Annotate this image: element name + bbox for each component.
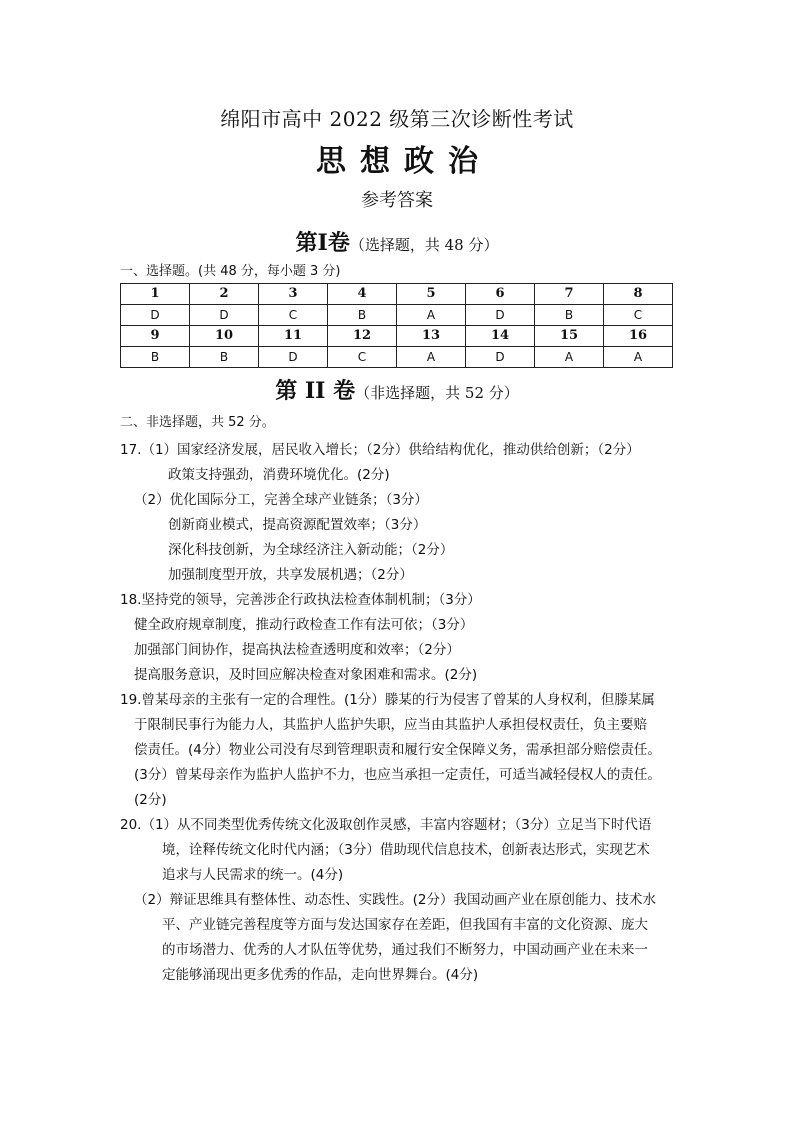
answer-letter: D: [121, 305, 190, 326]
answer-letter: A: [535, 347, 604, 368]
question-number: 2: [190, 284, 259, 305]
question-number: 10: [190, 326, 259, 347]
table-row-answers-2: [121, 347, 673, 368]
question-number: 8: [604, 284, 673, 305]
question-number: 14: [466, 326, 535, 347]
answer-letter: B: [121, 347, 190, 368]
section-2-heading: 二、非选择题，共 52 分。: [120, 415, 275, 430]
q17-line: 加强制度型开放，共享发展机遇；（2分）: [168, 567, 413, 583]
q17-line: （2）优化国际分工，完善全球产业链条；（3分）: [134, 492, 428, 508]
answer-letter: C: [604, 305, 673, 326]
subject-title: 思想政治: [316, 144, 492, 179]
volume-1-title: 第Ⅰ卷: [295, 230, 350, 256]
q18-line: 健全政府规章制度，推动行政检查工作有法可依；（3分）: [134, 617, 474, 633]
question-number: 13: [397, 326, 466, 347]
answer-letter: A: [397, 347, 466, 368]
q20-line: 定能够涌现出更多优秀的作品，走向世界舞台。(4分): [162, 967, 479, 983]
q18-line: 提高服务意识，及时回应解决检查对象困难和需求。(2分): [134, 667, 478, 683]
q17-line: 17.（1）国家经济发展，居民收入增长；（2分）供给结构优化，推动供给创新；（2分）: [120, 442, 640, 458]
question-number: 3: [259, 284, 328, 305]
q20-line: 追求与人民需求的统一。(4分): [162, 867, 344, 883]
volume-1-subtitle: （选择题，共 48 分）: [349, 236, 499, 254]
question-number: 5: [397, 284, 466, 305]
answer-letter: D: [259, 347, 328, 368]
answer-letter: A: [397, 305, 466, 326]
table-row-answers-1: [121, 305, 673, 326]
q20-line: 的市场潜力、优秀的人才队伍等优势，通过我们不断努力，中国动画产业在未来一: [162, 942, 648, 958]
volume-1-heading: [0, 228, 794, 260]
table-row-numbers-2: [121, 326, 673, 347]
q20-line: 20.（1）从不同类型优秀传统文化汲取创作灵感，丰富内容题材；（3分）立足当下时代语: [120, 817, 652, 833]
volume-2-title: 第 II 卷: [275, 378, 356, 404]
q19-line: (3分）曾某母亲作为监护人监护不力，也应当承担一定责任，可适当减轻侵权人的责任。: [134, 767, 661, 783]
answer-letter: D: [190, 305, 259, 326]
q20-line: （2）辩证思维具有整体性、动态性、实践性。(2分）我国动画产业在原创能力、技术水: [134, 892, 656, 908]
q17-line: 深化科技创新，为全球经济注入新动能；（2分）: [168, 542, 454, 558]
q19-line: 偿责任。(4分）物业公司没有尽到管理职责和履行安全保障义务，需承担部分赔偿责任。: [134, 742, 661, 758]
answer-letter: B: [190, 347, 259, 368]
question-number: 11: [259, 326, 328, 347]
q17-line: 创新商业模式，提高资源配置效率；（3分）: [168, 517, 427, 533]
q19-line: 19.曾某母亲的主张有一定的合理性。(1分）滕某的行为侵害了曾某的人身权利，但滕某属: [120, 692, 655, 708]
q17-line: 政策支持强劲，消费环境优化。(2分): [168, 467, 390, 483]
answer-letter: C: [259, 305, 328, 326]
question-number: 1: [121, 284, 190, 305]
volume-2-heading: [0, 376, 794, 408]
section-1-heading: 一、选择题。(共 48 分，每小题 3 分): [120, 264, 341, 279]
question-number: 7: [535, 284, 604, 305]
question-number: 16: [604, 326, 673, 347]
question-number: 12: [328, 326, 397, 347]
answer-letter: B: [328, 305, 397, 326]
answer-letter: A: [604, 347, 673, 368]
answer-key-title: 参考答案: [361, 190, 433, 211]
q20-line: 平、产业链完善程度等方面与发达国家存在差距，但我国有丰富的文化资源、庞大: [162, 917, 648, 933]
answer-letter: C: [328, 347, 397, 368]
q19-line: (2分): [134, 792, 167, 808]
q18-line: 18.坚持党的领导，完善涉企行政执法检查体制机制；（3分）: [120, 592, 481, 608]
table-row-numbers-1: [121, 284, 673, 305]
answer-letter: D: [466, 347, 535, 368]
volume-2-subtitle: （非选择题，共 52 分）: [355, 384, 519, 402]
q18-line: 加强部门间协作，提高执法检查透明度和效率；（2分）: [134, 642, 460, 658]
answer-letter: D: [466, 305, 535, 326]
q20-line: 境，诠释传统文化时代内涵；（3分）借助现代信息技术，创新表达形式，实现艺术: [162, 842, 650, 858]
question-number: 15: [535, 326, 604, 347]
question-number: 9: [121, 326, 190, 347]
q19-line: 于限制民事行为能力人，其监护人监护失职，应当由其监护人承担侵权责任，负主要赔: [134, 717, 647, 733]
question-number: 4: [328, 284, 397, 305]
exam-title: 绵阳市高中 2022 级第三次诊断性考试: [220, 107, 574, 131]
multiple-choice-answer-table: [120, 283, 673, 368]
answer-letter: B: [535, 305, 604, 326]
question-number: 6: [466, 284, 535, 305]
